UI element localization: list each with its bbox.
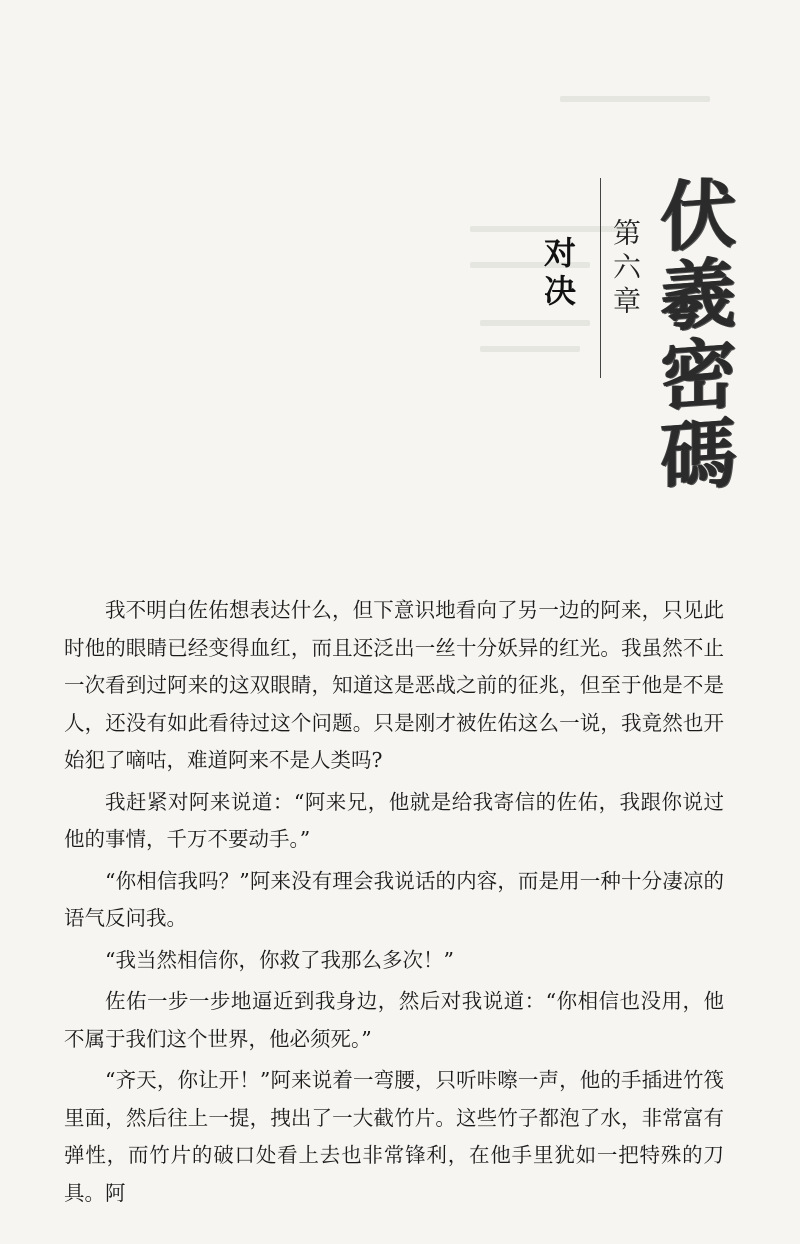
- bleed-through-texture: [560, 96, 710, 102]
- chapter-divider-line: [600, 178, 601, 378]
- bleed-through-texture: [480, 320, 590, 326]
- paragraph: 佐佑一步一步地逼近到我身边，然后对我说道：“你相信也没用，他不属于我们这个世界，他必须死。”: [64, 989, 724, 1051]
- chapter-body: [64, 592, 724, 1216]
- paragraph: “你相信我吗？”阿来没有理会我说话的内容，而是用一种十分凄凉的语气反问我。: [64, 868, 724, 930]
- bleed-through-texture: [480, 346, 580, 352]
- chapter-number: 第六章: [609, 218, 642, 320]
- chapter-title: 对决: [539, 236, 577, 312]
- paragraph: “我当然相信你，你救了我那么多次！”: [105, 947, 454, 972]
- book-title-calligraphy: 伏羲密碼: [648, 172, 737, 499]
- paragraph: 我不明白佐佑想表达什么，但下意识地看向了另一边的阿来，只见此时他的眼睛已经变得血红，而且还泛出一丝十分妖异的红光。我虽然不止一次看到过阿来的这双眼睛，知道这是恶战之前的征兆，但至于他是不是人，还没有如此看待过这个问题。只是刚才被佐佑这么一说，我竟然也开始犯了嘀咕，难道阿来不是人类吗?: [64, 598, 724, 772]
- paragraph: 我赶紧对阿来说道：“阿来兄，他就是给我寄信的佐佑，我跟你说过他的事情，千万不要动手。”: [64, 789, 724, 851]
- paragraph: “齐天，你让开！”阿来说着一弯腰，只听咔嚓一声，他的手插进竹筏里面，然后往上一提，拽出了一大截竹片。这些竹子都泡了水，非常富有弹性，而竹片的破口处看上去也非常锋利，在他手里犹如一把特殊的刀具。阿: [64, 1068, 724, 1205]
